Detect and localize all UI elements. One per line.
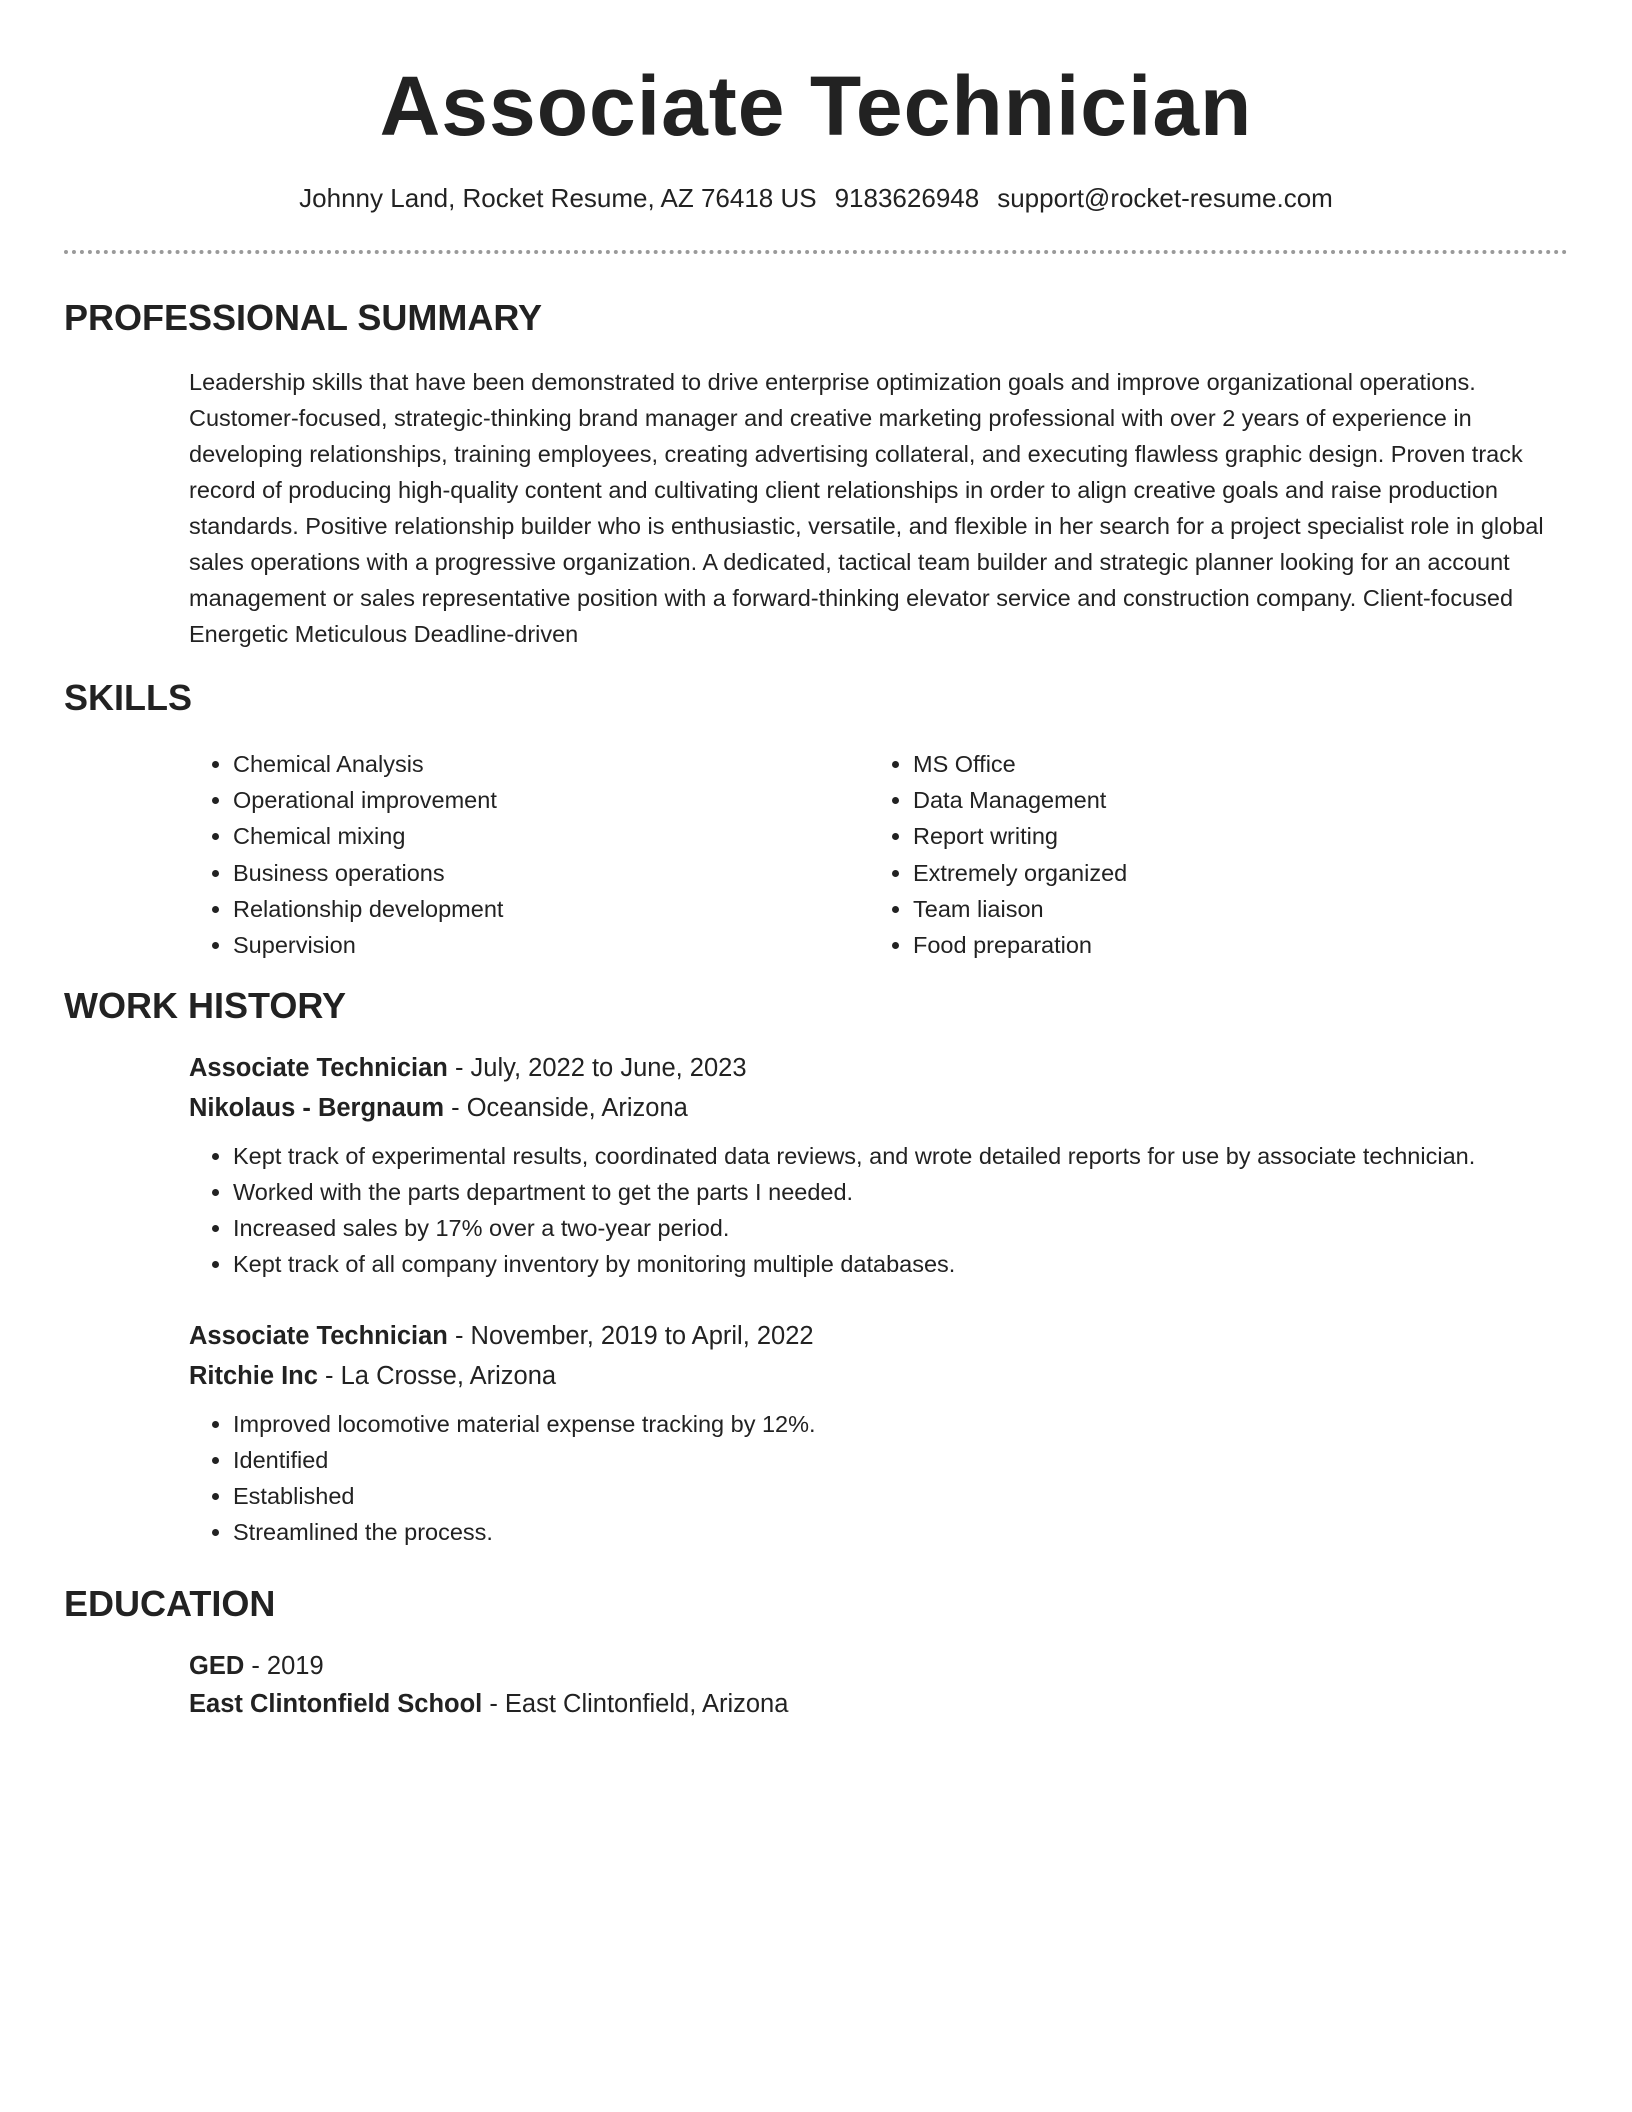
skill-item: • Relationship development (233, 891, 809, 927)
job-bullet: • Increased sales by 17% over a two-year period. (233, 1210, 1569, 1246)
summary-heading: PROFESSIONAL SUMMARY (64, 297, 543, 338)
education-degree-line (189, 1646, 1569, 1686)
work-history-heading: WORK HISTORY (64, 985, 347, 1026)
skills-column-left (189, 746, 809, 963)
job-dates: - November, 2019 to April, 2022 (447, 1322, 814, 1350)
job-role: Associate Technician (189, 1322, 448, 1350)
contact-line (64, 180, 1568, 216)
education-year: - 2019 (244, 1652, 324, 1680)
skills-heading: SKILLS (64, 677, 193, 718)
job-company: Nikolaus - Bergnaum (189, 1094, 445, 1122)
candidate-name: Associate Technician (379, 59, 1253, 153)
job-entry (189, 1048, 1569, 1282)
education-location: - East Clintonfield, Arizona (482, 1690, 789, 1718)
job-title-line (189, 1048, 1569, 1088)
contact-address: Johnny Land, Rocket Resume, AZ 76418 US (299, 183, 817, 213)
education-degree: GED (189, 1652, 245, 1680)
header-divider (64, 250, 1568, 254)
job-company: Ritchie Inc (189, 1362, 318, 1390)
skill-item: • Business operations (233, 855, 809, 891)
summary-text: Leadership skills that have been demonstrated to drive enterprise optimization goals and improve organizational operations. Customer-focused, strategic-thinking brand manager and creative marketing professional with over 2 years of experience in developing relationships, training employees, creating advertising collateral, and executing flawless graphic design. Proven track record of producing high-quality content and cultivating client relationships in order to align creative goals and raise production standards. Positive relationship builder who is enthusiastic, versatile, and flexible in her search for a project specialist role in global sales operations with a progressive organization. A dedicated, tactical team builder and strategic planner looking for an account management or sales representative position with a forward-thinking elevator service and construction company. Client-focused Energetic Meticulous Deadline-driven (189, 369, 1544, 647)
skill-item: • Chemical Analysis (233, 746, 809, 782)
skill-item: • Report writing (913, 818, 1489, 854)
job-company-line (189, 1088, 1569, 1128)
skill-item: • Supervision (233, 927, 809, 963)
job-bullets (189, 1406, 1569, 1550)
skill-item: • Team liaison (913, 891, 1489, 927)
job-bullet: • Kept track of experimental results, coordinated data reviews, and wrote detailed reports for use by associate technician. (233, 1138, 1569, 1174)
job-bullet: • Worked with the parts department to get the parts I needed. (233, 1174, 1569, 1210)
job-company-line (189, 1356, 1569, 1396)
job-dates: - July, 2022 to June, 2023 (447, 1054, 747, 1082)
skill-item: • Data Management (913, 782, 1489, 818)
contact-email: support@rocket-resume.com (997, 183, 1333, 213)
job-bullet: • Established (233, 1478, 1569, 1514)
job-location: - La Crosse, Arizona (317, 1362, 557, 1390)
job-role: Associate Technician (189, 1054, 448, 1082)
education-heading: EDUCATION (64, 1583, 276, 1624)
skill-item: • Food preparation (913, 927, 1489, 963)
job-bullet: • Improved locomotive material expense tracking by 12%. (233, 1406, 1569, 1442)
skill-item: • MS Office (913, 746, 1489, 782)
education-entry (189, 1646, 1569, 1722)
skill-item: • Operational improvement (233, 782, 809, 818)
education-school: East Clintonfield School (189, 1690, 483, 1718)
skills-column-right (869, 746, 1489, 963)
job-title-line (189, 1316, 1569, 1356)
skill-item: • Extremely organized (913, 855, 1489, 891)
job-bullet: • Kept track of all company inventory by monitoring multiple databases. (233, 1246, 1569, 1282)
contact-phone: 9183626948 (834, 183, 980, 213)
skill-item: • Chemical mixing (233, 818, 809, 854)
job-entry (189, 1316, 1569, 1550)
job-bullet: • Streamlined the process. (233, 1514, 1569, 1550)
job-bullets (189, 1138, 1569, 1282)
education-school-line (189, 1686, 1569, 1722)
job-bullet: • Identified (233, 1442, 1569, 1478)
job-location: - Oceanside, Arizona (444, 1094, 688, 1122)
